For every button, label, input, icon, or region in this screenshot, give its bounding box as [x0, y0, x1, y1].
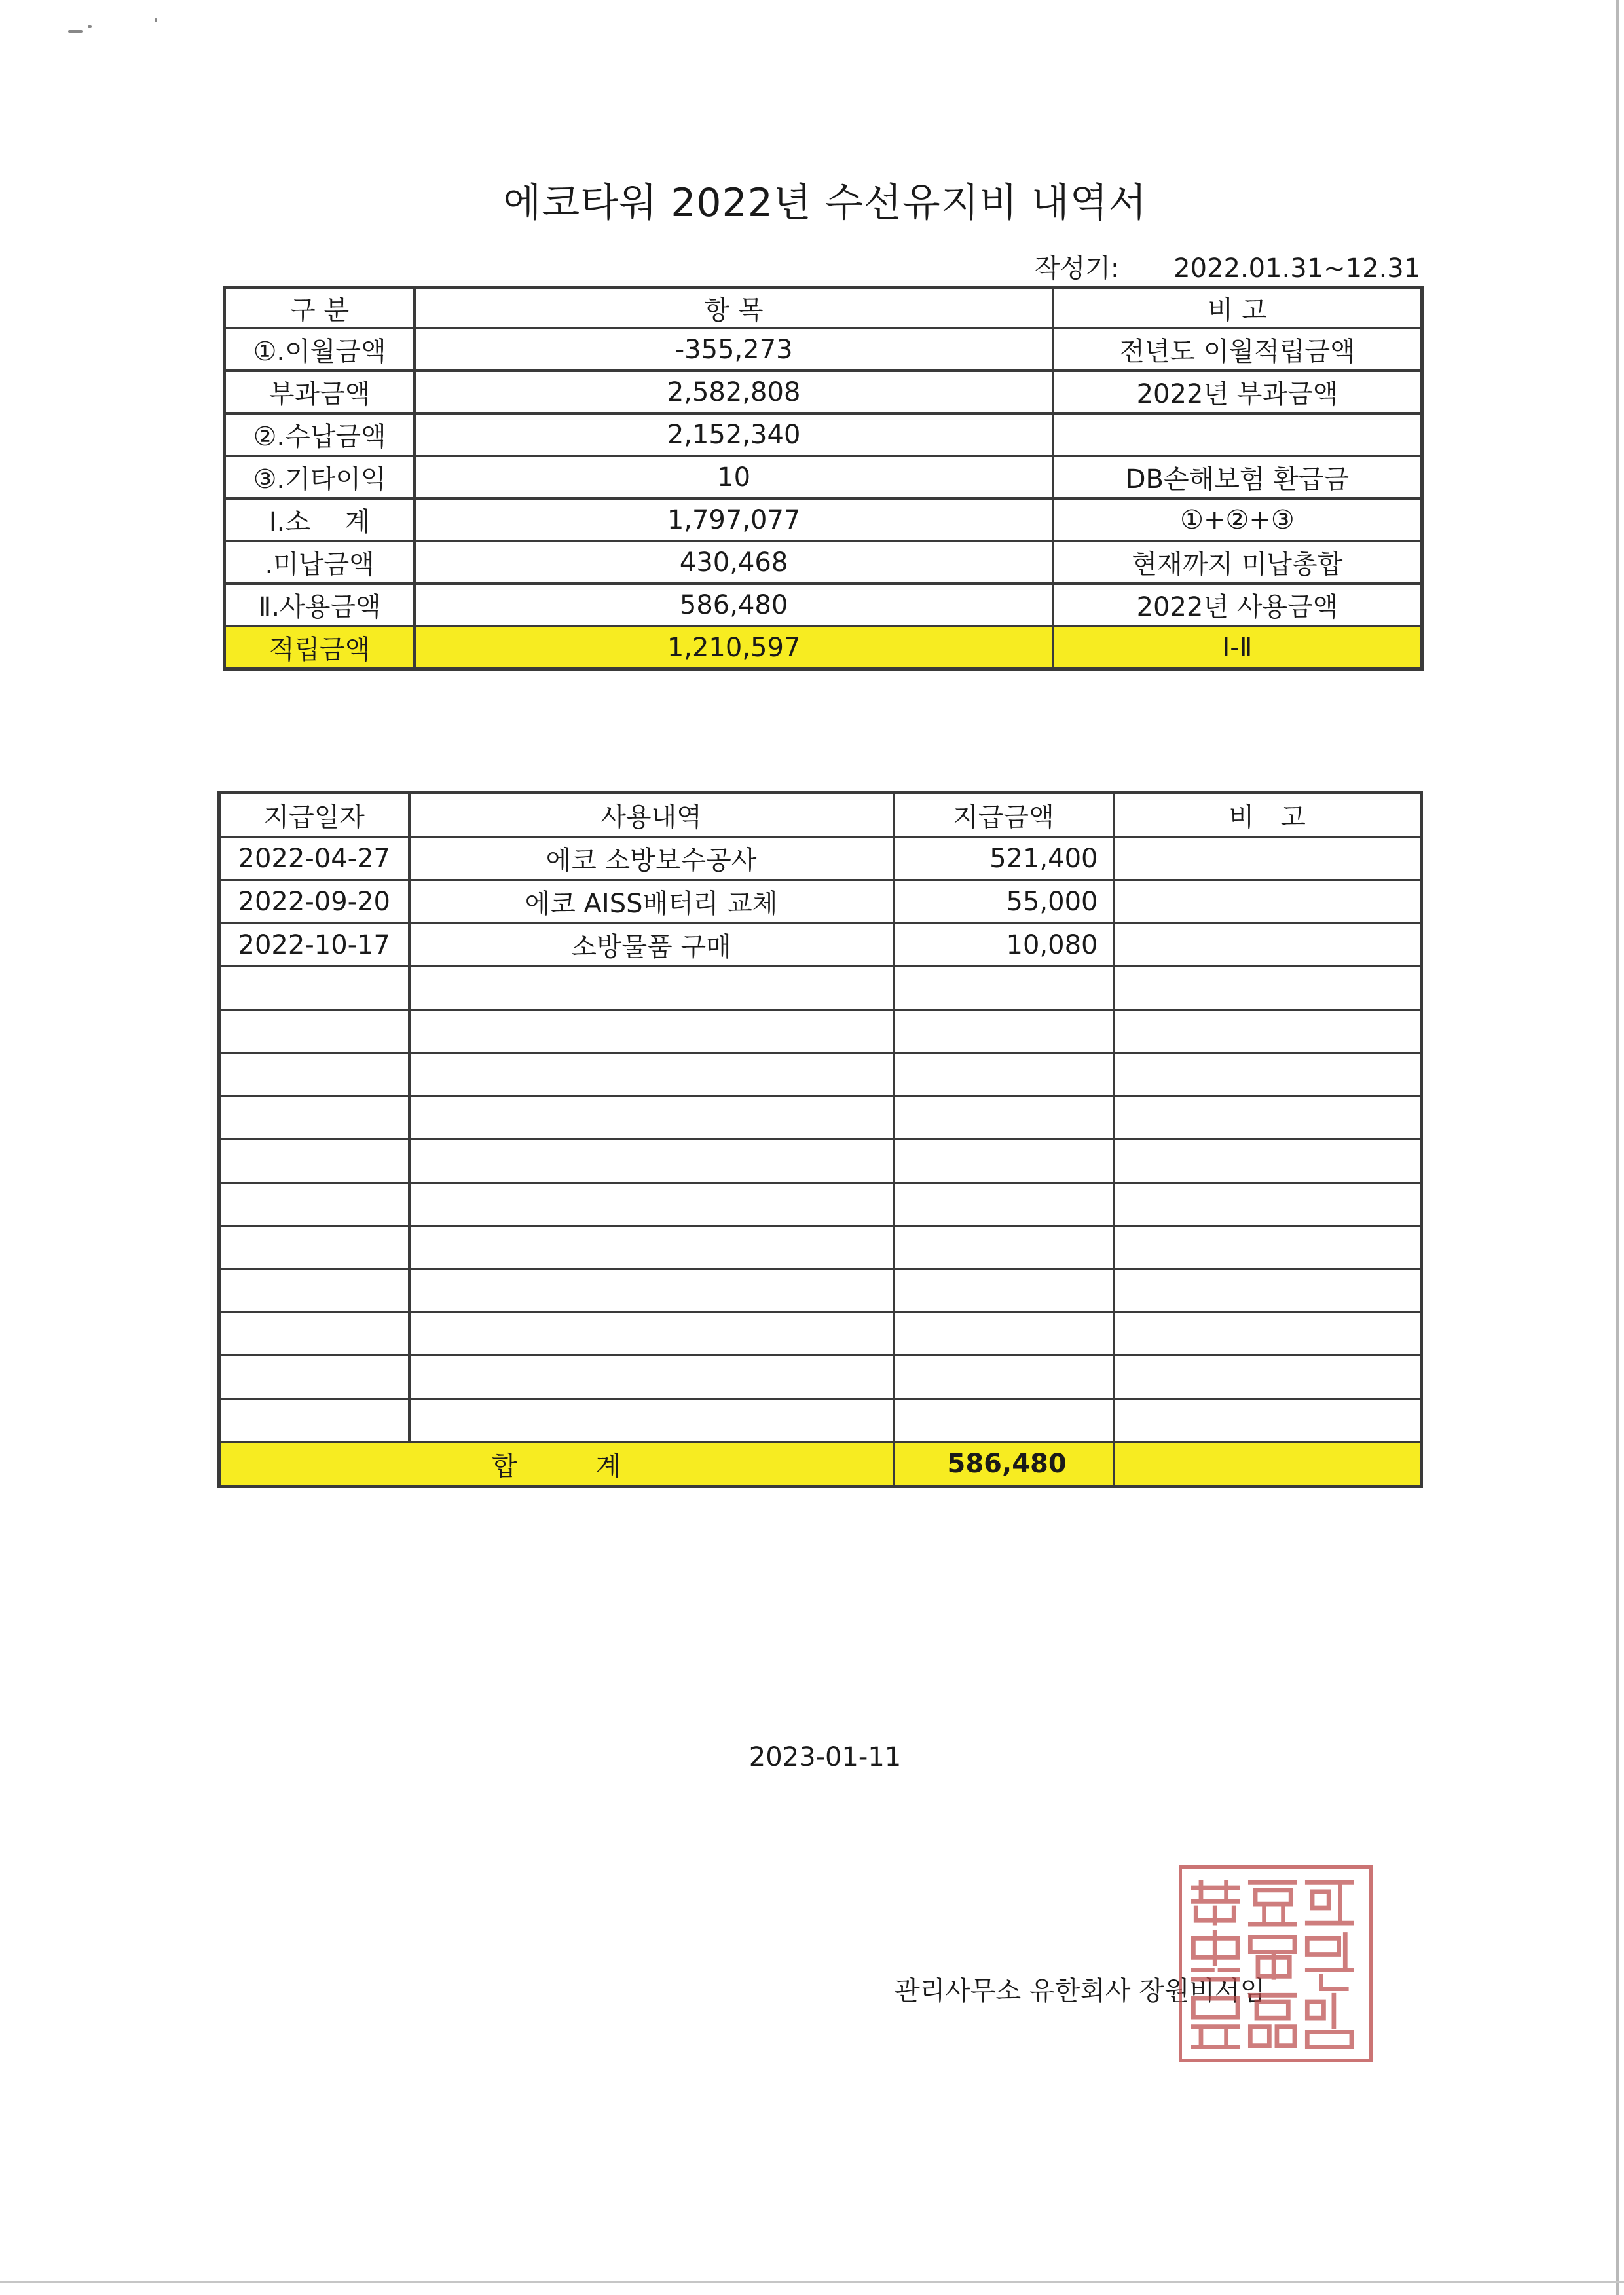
summary-label: ①.이월금액	[225, 328, 415, 371]
summary-label: ②.수납금액	[225, 413, 415, 456]
payments-total-row	[219, 1442, 1422, 1487]
empty-payment-row	[219, 1399, 1422, 1442]
payment-amount: 55,000	[894, 880, 1114, 924]
period-value: 2022.01.31~12.31	[1173, 253, 1421, 284]
empty-payment-row	[219, 967, 1422, 1010]
summary-table	[223, 286, 1424, 671]
scan-speck	[155, 18, 157, 22]
empty-payment-row	[219, 1269, 1422, 1313]
empty-payment-row	[219, 1183, 1422, 1226]
payments-header-note: 비 고	[1114, 793, 1422, 837]
scan-speck	[88, 25, 92, 28]
payments-header-row	[219, 793, 1422, 837]
payment-note	[1114, 880, 1422, 924]
summary-note: 전년도 이월적립금액	[1053, 328, 1422, 371]
payments-table	[217, 791, 1423, 1488]
summary-amount: 2,152,340	[415, 413, 1053, 456]
document-title: 에코타워 2022년 수선유지비 내역서	[503, 180, 1147, 226]
total-note	[1114, 1442, 1422, 1487]
payment-amount: 521,400	[894, 837, 1114, 880]
period-line	[1035, 248, 1420, 285]
payments-header-amount: 지급금액	[894, 793, 1114, 837]
summary-note: ①+②+③	[1053, 498, 1422, 541]
payment-amount: 10,080	[894, 924, 1114, 967]
summary-amount: 2,582,808	[415, 371, 1053, 413]
summary-amount: 10	[415, 456, 1053, 498]
payment-row	[219, 880, 1422, 924]
summary-row	[225, 541, 1422, 584]
summary-header-item: 항 목	[415, 288, 1053, 329]
summary-note: DB손해보험 환급금	[1053, 456, 1422, 498]
summary-header-category: 구 분	[225, 288, 415, 329]
empty-payment-row	[219, 1053, 1422, 1096]
summary-label: Ⅰ.소 계	[225, 498, 415, 541]
summary-amount: -355,273	[415, 328, 1053, 371]
reserve-label: 적립금액	[225, 626, 415, 669]
issuer-name: 관리사무소 유한회사 장원비서임	[895, 1976, 1266, 2006]
summary-label: Ⅱ.사용금액	[225, 584, 415, 626]
payment-date: 2022-04-27	[219, 837, 409, 880]
summary-label: ③.기타이익	[225, 456, 415, 498]
payments-header-description: 사용내역	[409, 793, 894, 837]
summary-row	[225, 328, 1422, 371]
summary-header-row	[225, 288, 1422, 329]
total-label	[219, 1442, 894, 1487]
summary-row	[225, 498, 1422, 541]
empty-payment-row	[219, 1010, 1422, 1053]
reserve-amount: 1,210,597	[415, 626, 1053, 669]
summary-row	[225, 413, 1422, 456]
payment-row	[219, 924, 1422, 967]
payments-header-date: 지급일자	[219, 793, 409, 837]
summary-row	[225, 456, 1422, 498]
empty-payment-row	[219, 1140, 1422, 1183]
summary-note: 현재까지 미납총합	[1053, 541, 1422, 584]
total-label-text: 합 계	[492, 1451, 621, 1482]
summary-note: 2022년 부과금액	[1053, 371, 1422, 413]
summary-amount: 430,468	[415, 541, 1053, 584]
empty-payment-row	[219, 1096, 1422, 1140]
empty-payment-row	[219, 1226, 1422, 1269]
empty-payment-row	[219, 1356, 1422, 1399]
summary-note: 2022년 사용금액	[1053, 584, 1422, 626]
payment-date: 2022-09-20	[219, 880, 409, 924]
summary-header-note: 비 고	[1053, 288, 1422, 329]
summary-note	[1053, 413, 1422, 456]
scan-page-edge	[0, 2281, 1624, 2283]
payment-note	[1114, 924, 1422, 967]
reserve-note: Ⅰ-Ⅱ	[1053, 626, 1422, 669]
summary-label: 부과금액	[225, 371, 415, 413]
payment-note	[1114, 837, 1422, 880]
scan-page-edge	[1616, 0, 1619, 2295]
summary-label: .미납금액	[225, 541, 415, 584]
payment-description: 소방물품 구매	[409, 924, 894, 967]
document-date: 2023-01-11	[748, 1742, 902, 1772]
payment-description: 에코 AISS배터리 교체	[409, 880, 894, 924]
scan-speck	[68, 30, 83, 33]
payment-description: 에코 소방보수공사	[409, 837, 894, 880]
summary-row	[225, 371, 1422, 413]
seal-stamp-icon	[1182, 1869, 1369, 2059]
empty-payment-row	[219, 1313, 1422, 1356]
summary-amount: 1,797,077	[415, 498, 1053, 541]
summary-reserve-row	[225, 626, 1422, 669]
summary-amount: 586,480	[415, 584, 1053, 626]
payment-date: 2022-10-17	[219, 924, 409, 967]
summary-row	[225, 584, 1422, 626]
total-amount: 586,480	[894, 1442, 1114, 1487]
company-seal	[1179, 1865, 1373, 2062]
payment-row	[219, 837, 1422, 880]
period-label: 작성기:	[1035, 253, 1120, 284]
